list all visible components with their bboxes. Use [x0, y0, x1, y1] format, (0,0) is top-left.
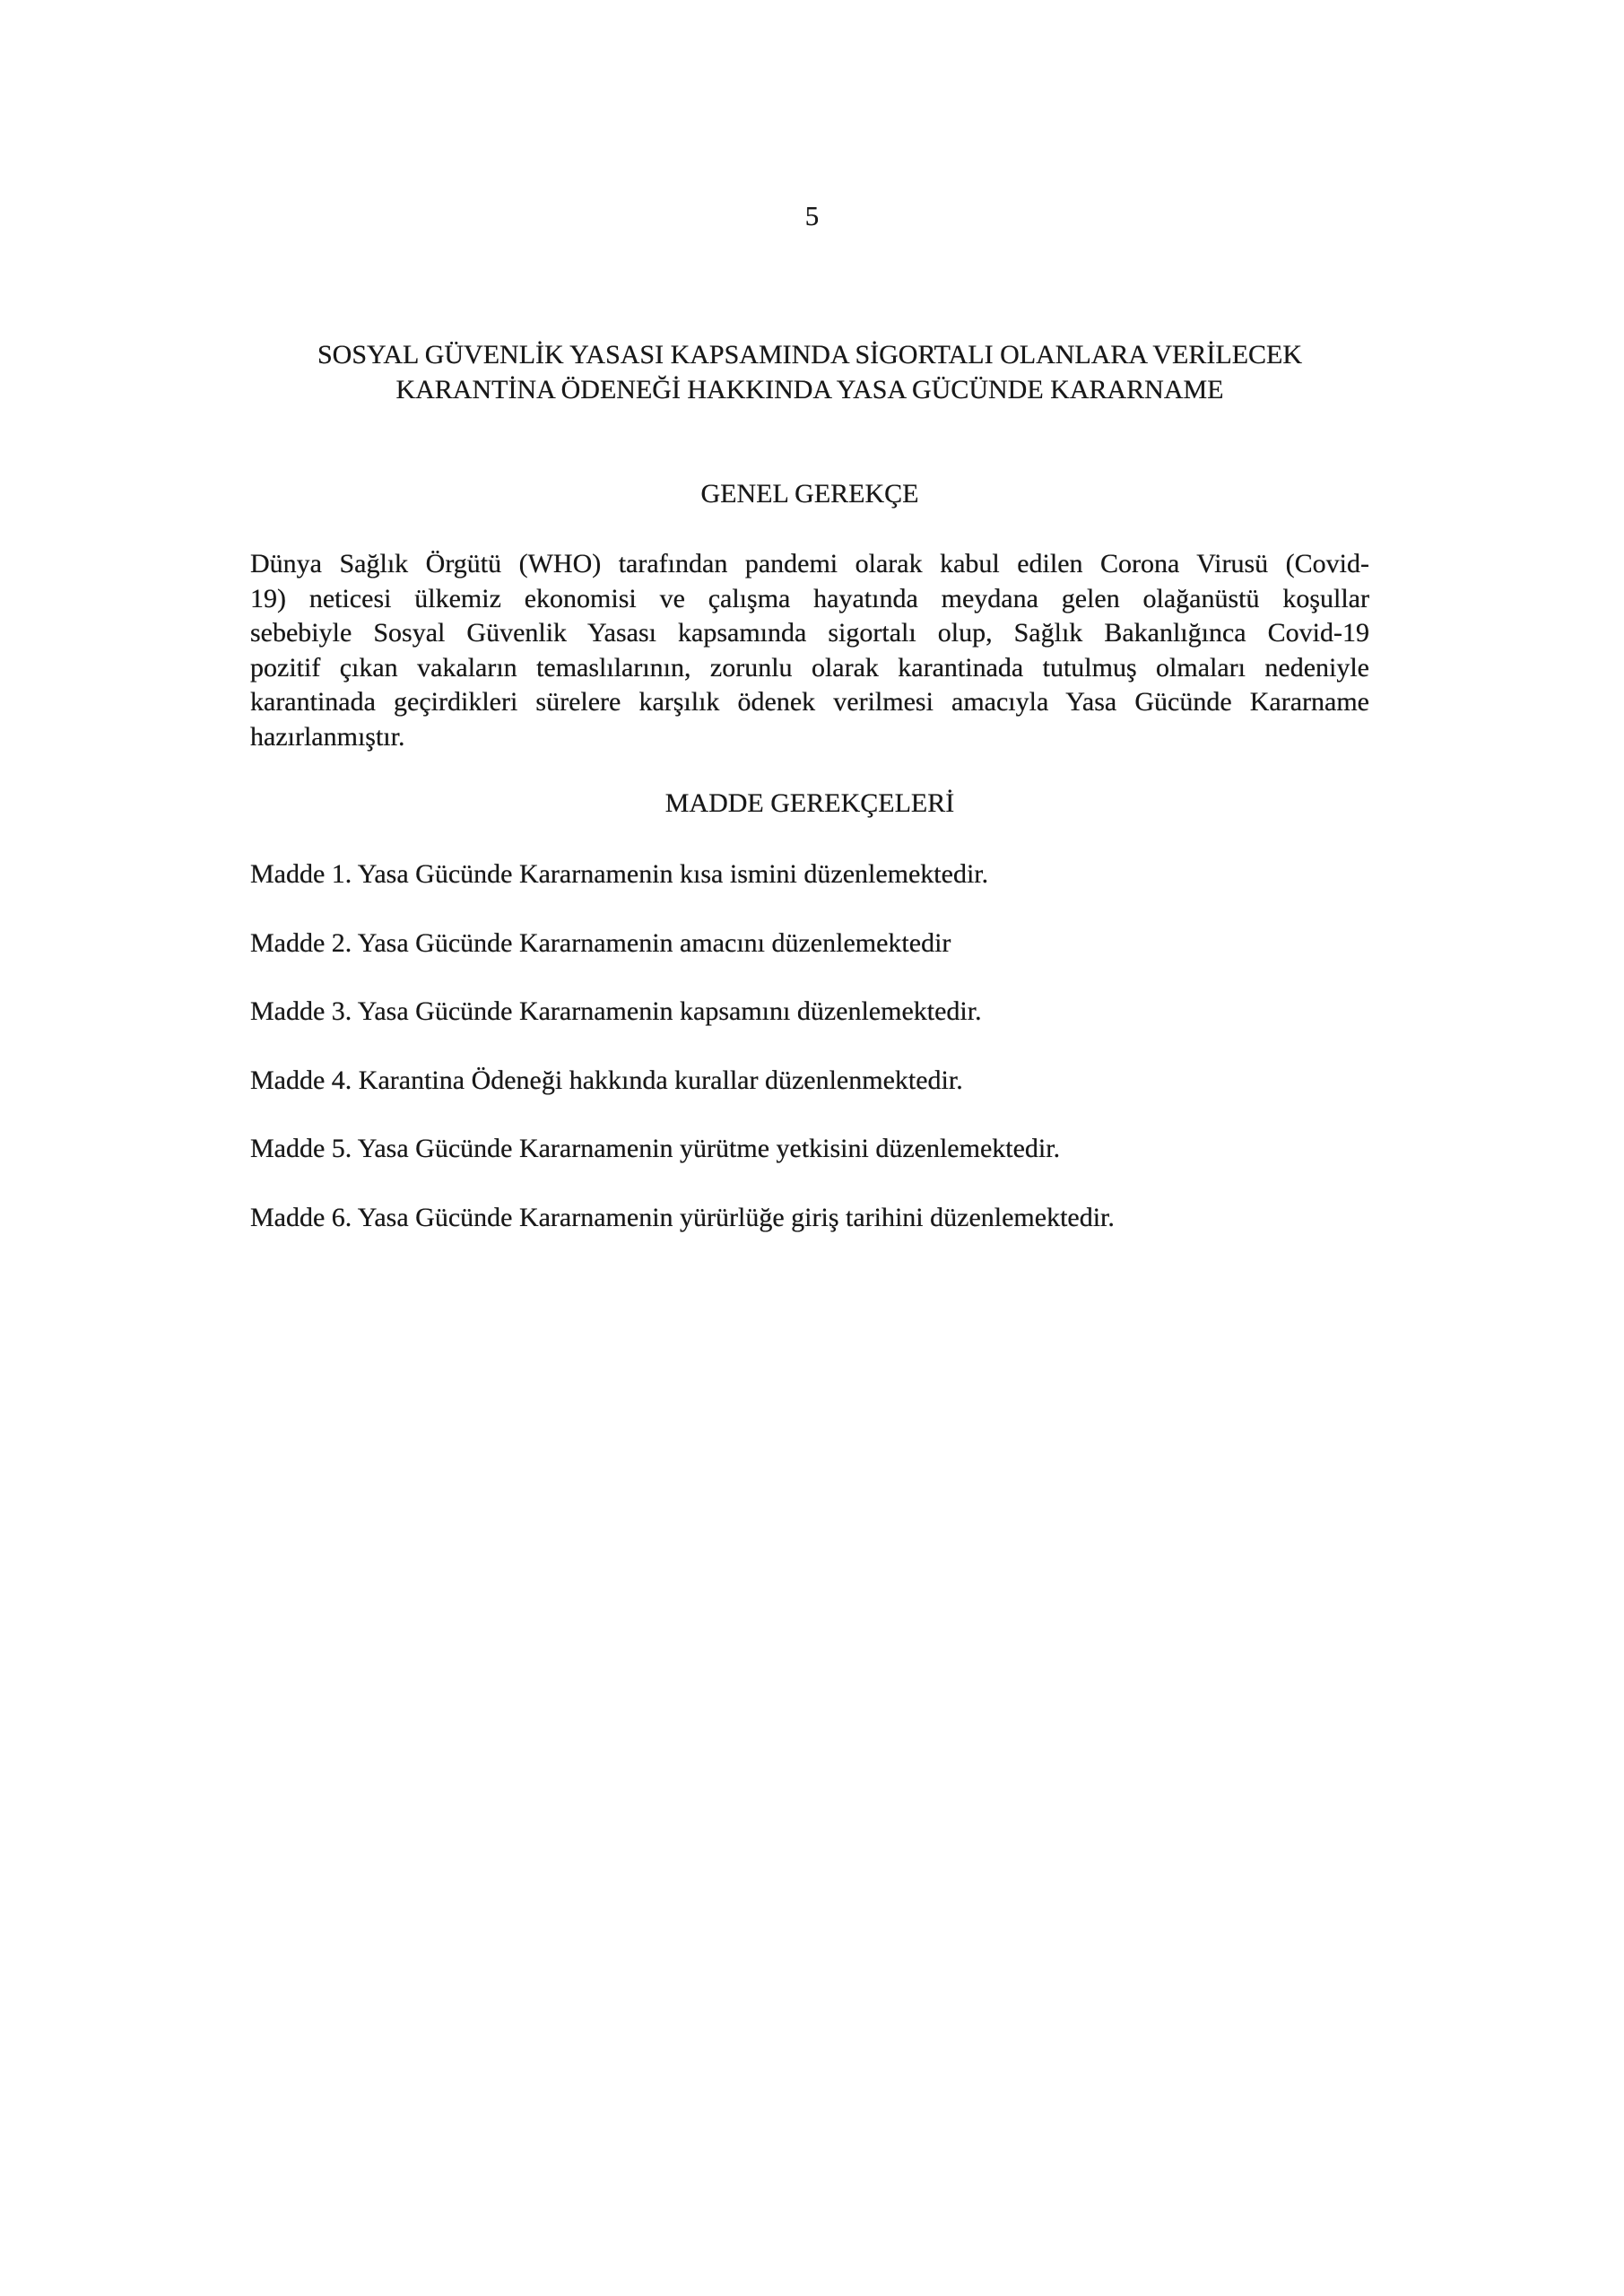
paragraph-line-6: hazırlanmıştır.: [250, 721, 405, 752]
article-item-1: Madde 1. Yasa Gücünde Kararnamenin kısa ismini düzenlemektedir.: [250, 859, 989, 889]
article-justifications-heading: MADDE GEREKÇELERİ: [664, 788, 955, 818]
paragraph-line-4: pozitif çıkan vakaların temaslılarının, zorunlu olarak karantinada tutulmuş olmaları nedeniyle: [250, 652, 1369, 683]
page-number: 5: [804, 200, 820, 231]
article-item-2: Madde 2. Yasa Gücünde Kararnamenin amacını düzenlemektedir: [250, 927, 951, 958]
article-item-6: Madde 6. Yasa Gücünde Kararnamenin yürürlüğe giriş tarihini düzenlemektedir.: [250, 1202, 1115, 1232]
paragraph-line-3: sebebiyle Sosyal Güvenlik Yasası kapsamında sigortalı olup, Sağlık Bakanlığınca Covid-19: [250, 618, 1369, 648]
general-justification-heading: GENEL GEREKÇE: [700, 479, 919, 509]
document-title-line-2: KARANTİNA ÖDENEĞİ HAKKINDA YASA GÜCÜNDE KARARNAME: [395, 374, 1224, 404]
general-justification-paragraph: [250, 547, 1369, 754]
article-item-3: Madde 3. Yasa Gücünde Kararnamenin kapsamını düzenlemektedir.: [250, 996, 982, 1026]
paragraph-line-5: karantinada geçirdikleri sürelere karşılık ödenek verilmesi amacıyla Yasa Gücünde Kararname: [250, 687, 1369, 717]
article-justification-list: [250, 857, 1369, 1269]
paragraph-line-2: 19) neticesi ülkemiz ekonomisi ve çalışma hayatında meydana gelen olağanüstü koşullar: [250, 583, 1369, 613]
document-title-line-1: SOSYAL GÜVENLİK YASASI KAPSAMINDA SİGORTALI OLANLARA VERİLECEK: [317, 340, 1303, 370]
article-item-4: Madde 4. Karantina Ödeneği hakkında kurallar düzenlenmektedir.: [250, 1065, 963, 1095]
document-title: [250, 338, 1369, 407]
paragraph-line-1: Dünya Sağlık Örgütü (WHO) tarafından pandemi olarak kabul edilen Corona Virusü (Covid-: [250, 549, 1369, 578]
article-item-5: Madde 5. Yasa Gücünde Kararnamenin yürütme yetkisini düzenlemektedir.: [250, 1134, 1061, 1163]
